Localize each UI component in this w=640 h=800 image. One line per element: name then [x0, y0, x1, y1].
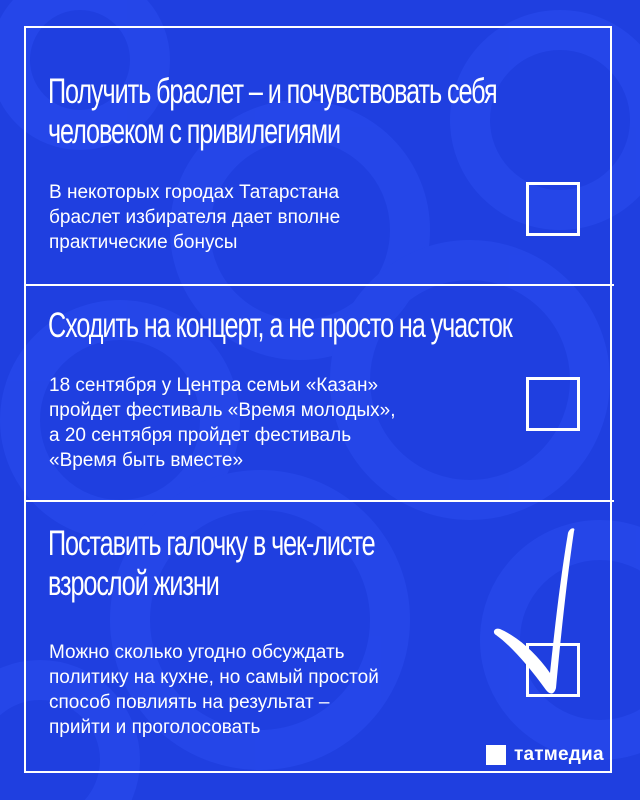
item-1-description: В некоторых городах Татарстана браслет избирателя дает вполне практические бонусы	[49, 182, 341, 253]
item-3-heading: Поставить галочку в чек-листе взрослой жизни	[48, 524, 375, 603]
item-3-description: Можно сколько угодно обсуждать политику на кухне, но самый простой способ повлиять на результат – прийти и проголосовать	[49, 642, 379, 738]
item-2-checkbox[interactable]	[526, 377, 580, 431]
divider-2	[24, 500, 614, 502]
item-3-checkbox[interactable]	[526, 643, 580, 697]
logo-square-icon	[486, 745, 506, 765]
brand-name: татмедиа	[514, 744, 604, 765]
item-2-description: 18 сентября у Центра семьи «Казан» пройдет фестиваль «Время молодых», а 20 сентября пройдет фестиваль «Время быть вместе»	[49, 375, 396, 471]
brand-logo	[486, 744, 604, 766]
item-1-checkbox[interactable]	[526, 182, 580, 236]
item-1-heading: Получить браслет – и почувствовать себя человеком с привилегиями	[48, 72, 497, 151]
item-2-heading: Сходить на концерт, а не просто на участок	[48, 306, 512, 345]
divider-1	[24, 284, 614, 286]
